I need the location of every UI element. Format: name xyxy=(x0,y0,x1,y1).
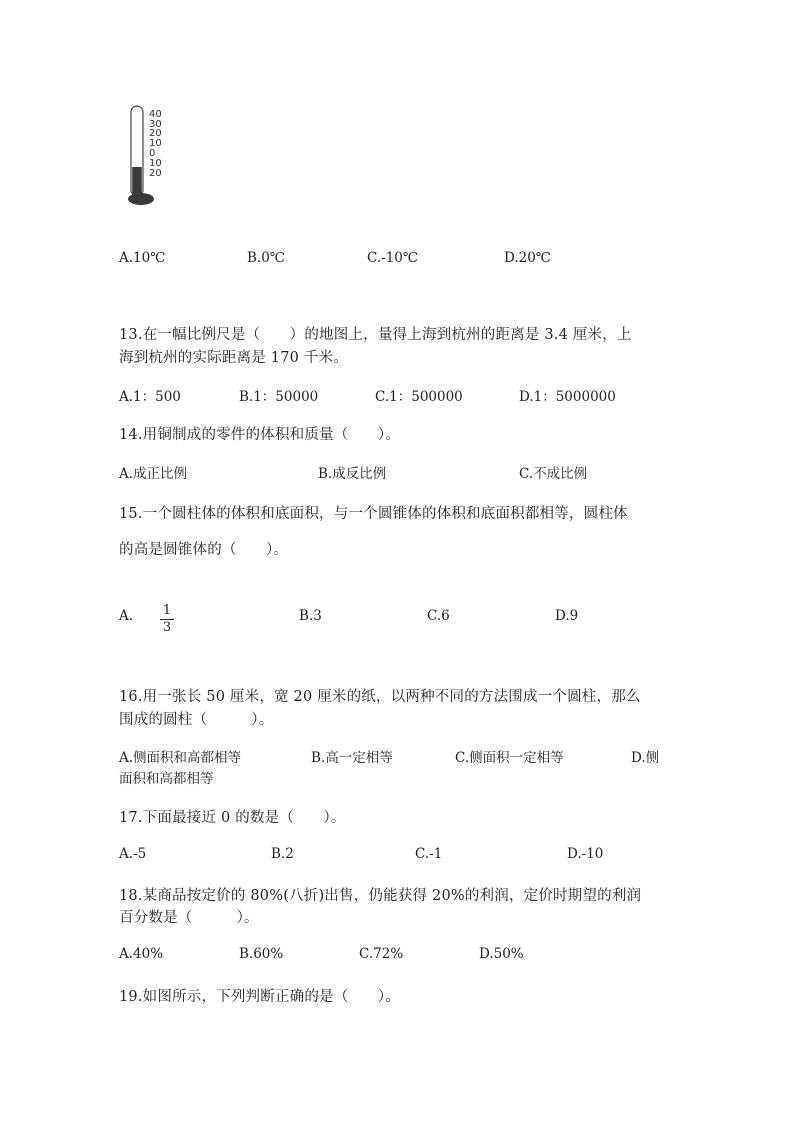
q17-option-b[interactable]: B.2 xyxy=(271,846,294,862)
q18-option-d[interactable]: D.50% xyxy=(479,946,524,962)
thermometer-figure xyxy=(126,104,170,208)
q17-option-d[interactable]: D.-10 xyxy=(567,846,604,862)
q16-text-line2: 围成的圆柱（ ）。 xyxy=(119,712,274,728)
q13-text-line1: 13.在一幅比例尺是（ ）的地图上，量得上海到杭州的距离是 3.4 厘米，上 xyxy=(119,327,632,343)
q12-option-a[interactable]: A.10℃ xyxy=(119,250,166,266)
q15-text-line2: 的高是圆锥体的（ ）。 xyxy=(119,542,289,558)
q12-option-c[interactable]: C.-10℃ xyxy=(367,250,418,266)
q19-text: 19.如图所示，下列判断正确的是（ ）。 xyxy=(119,989,401,1005)
q16-option-a[interactable]: A.侧面积和高都相等 xyxy=(119,750,242,766)
q15-option-a-fraction[interactable] xyxy=(160,604,174,635)
q18-text-line2: 百分数是（ ）。 xyxy=(119,910,259,926)
q14-option-c[interactable]: C.不成比例 xyxy=(519,466,588,482)
q15-option-c[interactable]: C.6 xyxy=(427,608,450,624)
q13-option-c[interactable]: C.1：500000 xyxy=(375,389,463,405)
scale-label: 30 xyxy=(149,119,162,130)
q15-option-d[interactable]: D.9 xyxy=(555,608,579,624)
scale-label: 10 xyxy=(149,138,162,149)
thermometer-bulb xyxy=(128,193,154,205)
q16-option-d-continued[interactable]: 面积和高都相等 xyxy=(119,771,214,787)
q18-text-line1: 18.某商品按定价的 80%(八折)出售，仍能获得 20%的利润，定价时期望的利润 xyxy=(119,888,642,904)
scale-label: 20 xyxy=(149,128,162,139)
q18-option-c[interactable]: C.72% xyxy=(359,946,404,962)
q17-text: 17.下面最接近 0 的数是（ ）。 xyxy=(119,810,346,826)
q13-option-a[interactable]: A.1：500 xyxy=(119,389,181,405)
thermometer-liquid xyxy=(132,167,142,196)
q16-option-b[interactable]: B.高一定相等 xyxy=(311,750,393,766)
fraction-numerator: 1 xyxy=(162,603,172,618)
q13-text-line2: 海到杭州的实际距离是 170 千米。 xyxy=(119,350,348,366)
q16-text-line1: 16.用一张长 50 厘米，宽 20 厘米的纸，以两种不同的方法围成一个圆柱，那么 xyxy=(119,689,641,705)
q14-text: 14.用铜制成的零件的体积和质量（ ）。 xyxy=(119,427,401,443)
scale-label: 0 xyxy=(149,148,156,159)
q17-option-c[interactable]: C.-1 xyxy=(415,846,443,862)
scale-label: 20 xyxy=(149,168,162,179)
q18-option-a[interactable]: A.40% xyxy=(119,946,164,962)
q17-option-a[interactable]: A.-5 xyxy=(119,846,147,862)
scale-label: 40 xyxy=(149,109,162,120)
q14-option-b[interactable]: B.成反比例 xyxy=(318,466,387,482)
q13-option-d[interactable]: D.1：5000000 xyxy=(519,389,616,405)
q15-option-a-label[interactable]: A. xyxy=(119,608,134,624)
q13-option-b[interactable]: B.1：50000 xyxy=(239,389,319,405)
q18-option-b[interactable]: B.60% xyxy=(239,946,284,962)
scale-label: 10 xyxy=(149,158,162,169)
q16-option-c[interactable]: C.侧面积一定相等 xyxy=(455,750,564,766)
q16-option-d[interactable]: D.侧 xyxy=(631,750,660,766)
q14-option-a[interactable]: A.成正比例 xyxy=(119,466,188,482)
q12-option-d[interactable]: D.20℃ xyxy=(504,250,551,266)
q15-text-line1: 15.一个圆柱体的体积和底面积，与一个圆锥体的体积和底面积都相等，圆柱体 xyxy=(119,506,628,522)
q15-option-b[interactable]: B.3 xyxy=(299,608,322,624)
fraction-denominator: 3 xyxy=(162,620,172,635)
q12-option-b[interactable]: B.0℃ xyxy=(247,250,285,266)
